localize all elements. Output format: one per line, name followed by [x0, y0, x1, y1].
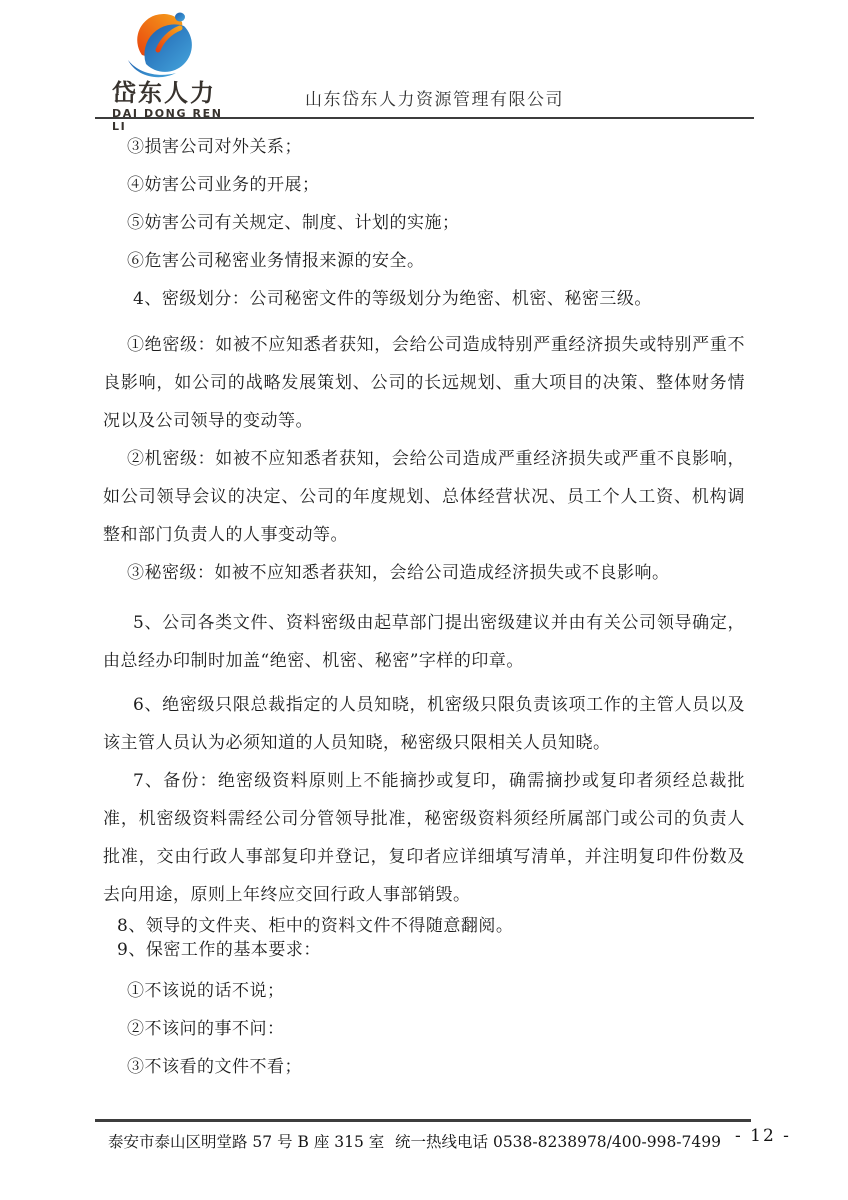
level-confidential: ②机密级：如被不应知悉者获知，会给公司造成严重经济损失或严重不良影响，如公司领导会议的决定、公司的年度规划、总体经营状况、员工个人工资、机构调整和部门负责人的人事变动等。	[103, 449, 745, 545]
company-name: 山东岱东人力资源管理有限公司	[305, 90, 564, 110]
logo-brand-en: DAI DONG REN LI	[112, 107, 223, 133]
logo-mark-icon	[118, 12, 214, 78]
clause-8: 8、领导的文件夹、柜中的资料文件不得随意翻阅。	[117, 916, 514, 936]
rule-item-2: ②不该问的事不问：	[127, 1019, 285, 1039]
footer-address: 泰安市泰山区明堂路 57 号 B 座 315 室	[108, 1133, 385, 1151]
level-top-secret: ①绝密级：如被不应知悉者获知，会给公司造成特别严重经济损失或特别严重不良影响，如公司的战略发展策划、公司的长远规划、重大项目的决策、整体财务情况以及公司领导的变动等。	[103, 335, 745, 431]
clause-item-6: ⑥危害公司秘密业务情报来源的安全。	[127, 251, 425, 271]
clause-6: 6、绝密级只限总裁指定的人员知晓，机密级只限负责该项工作的主管人员以及该主管人员认为必须知道的人员知晓，秘密级只限相关人员知晓。	[103, 695, 745, 753]
clause-7: 7、备份：绝密级资料原则上不能摘抄或复印，确需摘抄或复印者须经总裁批准，机密级资料需经公司分管领导批准，秘密级资料须经所属部门或公司的负责人批准，交由行政人事部复印并登记，复印者应详细填写清单，并注明复印件份数及去向用途，原则上年终应交回行政人事部销毁。	[103, 771, 745, 905]
page-number: - 12 -	[735, 1126, 791, 1146]
clause-4: 4、密级划分：公司秘密文件的等级划分为绝密、机密、秘密三级。	[133, 289, 652, 309]
clause-5: 5、公司各类文件、资料密级由起草部门提出密级建议并由有关公司领导确定，由总经办印制时加盖“绝密、机密、秘密”字样的印章。	[103, 613, 745, 671]
rule-item-1: ①不该说的话不说；	[127, 981, 285, 1001]
page-footer	[95, 1119, 751, 1152]
header-divider	[95, 117, 754, 119]
clause-item-4: ④妨害公司业务的开展；	[127, 175, 320, 195]
document-body	[103, 128, 745, 1086]
company-logo	[112, 12, 232, 133]
logo-brand-cn: 岱东人力	[112, 79, 216, 107]
footer-hotline: 统一热线电话 0538-8238978/400-998-7499	[395, 1133, 721, 1151]
clause-9: 9、保密工作的基本要求：	[117, 940, 321, 960]
level-secret: ③秘密级：如被不应知悉者获知，会给公司造成经济损失或不良影响。	[127, 563, 670, 583]
clause-item-3: ③损害公司对外关系；	[127, 137, 302, 157]
clause-item-5: ⑤妨害公司有关规定、制度、计划的实施；	[127, 213, 460, 233]
rule-item-3: ③不该看的文件不看；	[127, 1057, 302, 1077]
